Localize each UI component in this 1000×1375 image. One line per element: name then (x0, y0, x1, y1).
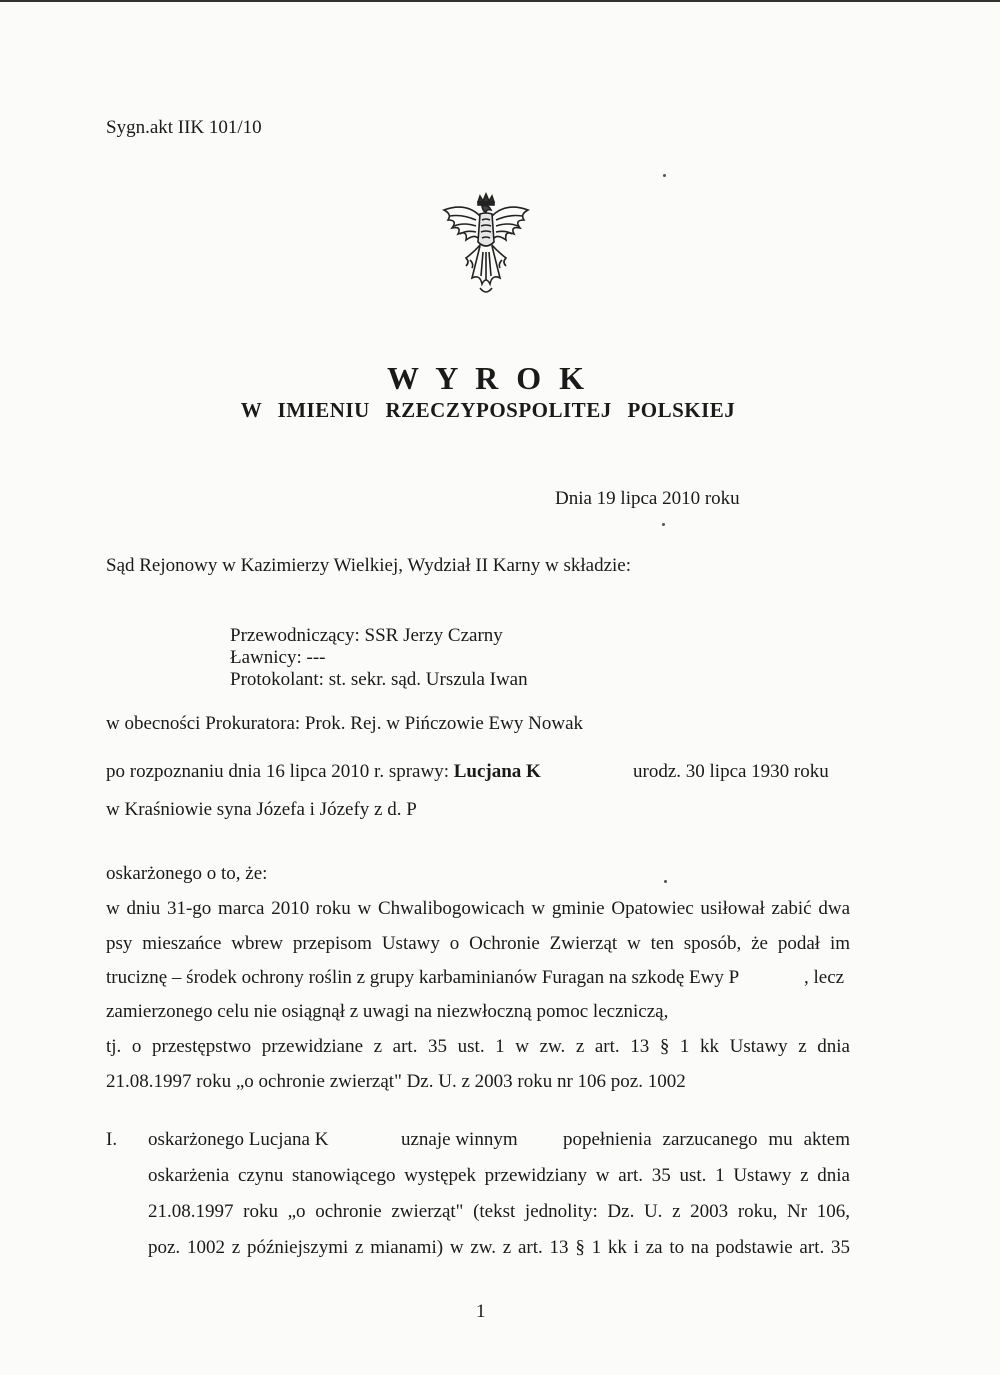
polish-eagle-emblem-icon (436, 192, 536, 304)
case-number: Sygn.akt IIK 101/10 (106, 117, 262, 138)
lay-judges: Ławnicy: --- (230, 647, 326, 668)
charge-line-1: w dniu 31-go marca 2010 roku w Chwalibogowicach w gminie Opatowiec usiłował zabić dwa (106, 898, 850, 919)
verdict-line-4: poz. 1002 z późniejszymi z mianami) w zw. z art. 13 § 1 kk i za to na podstawie art. 35 (148, 1237, 850, 1258)
charge-line-2: psy mieszańce wbrew przepisom Ustawy o Ochronie Zwierząt w ten sposób, że podał im (106, 933, 850, 954)
page-number: 1 (476, 1301, 486, 1322)
case-hearing-text: po rozpoznaniu dnia 16 lipca 2010 r. sprawy: (106, 761, 449, 782)
verdict-line-1a: oskarżonego Lucjana K (148, 1129, 329, 1150)
judgment-date: Dnia 19 lipca 2010 roku (555, 488, 740, 509)
document-subtitle: W IMIENIU RZECZYPOSPOLITEJ POLSKIEJ (240, 398, 736, 422)
document-title: W Y R O K (386, 360, 590, 396)
charge-line-3-suffix: , lecz (804, 967, 845, 988)
scan-edge-line (0, 0, 1000, 2)
charge-line-4: zamierzonego celu nie osiągnął z uwagi na niezwłoczną pomoc leczniczą, (106, 1001, 669, 1022)
charge-line-6: 21.08.1997 roku „o ochronie zwierząt" Dz. U. z 2003 roku nr 106 poz. 1002 (106, 1071, 686, 1092)
court-composition-intro: Sąd Rejonowy w Kazimierzy Wielkiej, Wydział II Karny w składzie: (106, 555, 632, 576)
court-clerk: Protokolant: st. sekr. sąd. Urszula Iwan (230, 669, 528, 690)
prosecutor-line: w obecności Prokuratora: Prok. Rej. w Pińczowie Ewy Nowak (106, 713, 584, 734)
case-line-1 (106, 762, 541, 781)
case-line-2: w Kraśniowie syna Józefa i Józefy z d. P (106, 799, 417, 820)
defendant-name: Lucjana K (453, 761, 541, 782)
verdict-item-number: I. (106, 1129, 118, 1150)
verdict-line-1b: uznaje winnym (401, 1129, 518, 1150)
charge-line-3: truciznę – środek ochrony roślin z grupy karbaminianów Furagan na szkodę Ewy P (106, 967, 740, 988)
charge-intro: oskarżonego o to, że: (106, 863, 268, 884)
presiding-judge: Przewodniczący: SSR Jerzy Czarny (230, 625, 503, 646)
charge-line-5: tj. o przestępstwo przewidziane z art. 35 ust. 1 w zw. z art. 13 § 1 kk Ustawy z dnia (106, 1036, 850, 1057)
verdict-line-3: 21.08.1997 roku „o ochronie zwierząt" (tekst jednolity: Dz. U. z 2003 roku, Nr 106, (148, 1201, 850, 1222)
scan-speck (663, 174, 666, 177)
verdict-line-1c: popełnienia zarzucanego mu aktem (563, 1129, 850, 1150)
verdict-line-2: oskarżenia czynu stanowiącego występek przewidziany w art. 35 ust. 1 Ustawy z dnia (148, 1165, 850, 1186)
scan-speck (662, 523, 665, 526)
defendant-birth: urodz. 30 lipca 1930 roku (633, 761, 829, 782)
scan-speck (664, 880, 667, 883)
